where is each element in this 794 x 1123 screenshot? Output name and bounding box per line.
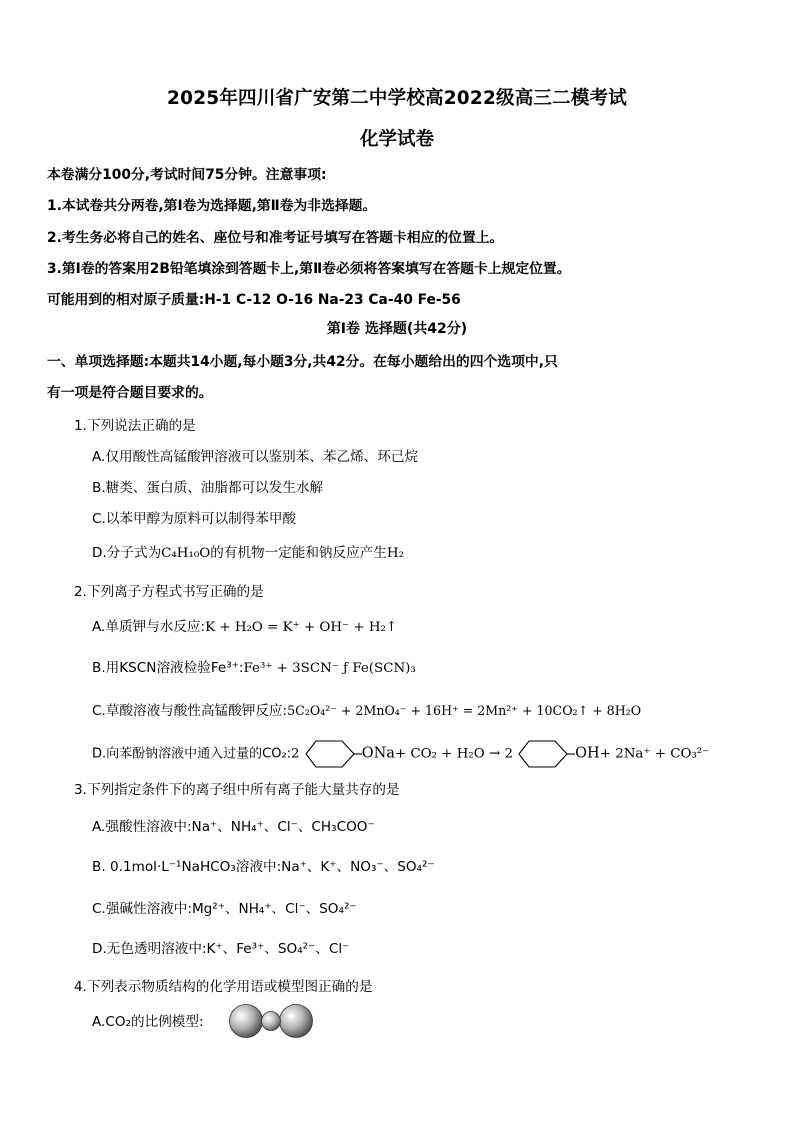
question-2-option-d xyxy=(92,738,709,770)
section-instruction-2: 有一项是符合题目要求的。 xyxy=(47,385,213,401)
question-1-option-a: A.仅用酸性高锰酸钾溶液可以鉴别苯、苯乙烯、环己烷 xyxy=(92,449,419,465)
exam-title: 2025年四川省广安第二中学校高2022级高三二模考试 xyxy=(167,88,627,109)
exam-subtitle: 化学试卷 xyxy=(359,129,434,150)
notice-intro: 本卷满分100分,考试时间75分钟。注意事项: xyxy=(47,167,327,183)
equation-b: Fe³⁺ + 3SCN⁻ ƒ Fe(SCN)₃ xyxy=(243,661,416,676)
option-d-label: D.向苯酚钠溶液中通入过量的CO₂: xyxy=(92,746,292,762)
question-3-option-b: B. 0.1mol·L⁻¹NaHCO₃溶液中:Na⁺、K⁺、NO₃⁻、SO₄²⁻ xyxy=(92,859,435,875)
formula-c4h10o: C₄H₁₀O xyxy=(161,546,211,561)
question-2-stem: 2.下列离子方程式书写正确的是 xyxy=(74,584,264,600)
notice-item-3: 3.第Ⅰ卷的答案用2B铅笔填涂到答题卡上,第Ⅱ卷必须将答案填写在答题卡上规定位置。 xyxy=(47,261,571,277)
phenol-group: OH xyxy=(575,745,600,762)
option-a-label: A.单质钾与水反应: xyxy=(92,619,206,635)
question-2-option-a xyxy=(92,615,397,635)
question-4-option-a: A.CO₂的比例模型: xyxy=(92,1014,204,1030)
equation-a: K + H₂O = K⁺ + OH⁻ + H₂↑ xyxy=(205,620,398,635)
atomic-mass-line: 可能用到的相对原子质量:H-1 C-12 O-16 Na-23 Ca-40 Fe-56 xyxy=(47,292,461,308)
notice-item-1: 1.本试卷共分两卷,第Ⅰ卷为选择题,第Ⅱ卷为非选择题。 xyxy=(47,198,377,214)
benzene-ring-icon xyxy=(304,738,362,770)
question-1-option-c: C.以苯甲醇为原料可以制得苯甲酸 xyxy=(92,511,297,527)
option-b-label: B.用KSCN溶液检验Fe³⁺: xyxy=(92,660,244,676)
equation-d-coefficient: 2 xyxy=(291,746,300,762)
equation-c: 5C₂O₄²⁻ + 2MnO₄⁻ + 16H⁺ = 2Mn²⁺ + 10CO₂↑ + 8H₂O xyxy=(287,703,642,718)
question-2-option-c xyxy=(92,699,641,719)
option-d-prefix: D.分子式为 xyxy=(92,545,162,561)
phenolate-group: ONa xyxy=(361,745,395,762)
co2-space-filling-model-icon xyxy=(228,1002,314,1040)
formula-h2: H₂ xyxy=(386,546,404,561)
question-3-option-a: A.强酸性溶液中:Na⁺、NH₄⁺、Cl⁻、CH₃COO⁻ xyxy=(92,819,375,835)
question-2-option-b xyxy=(92,656,416,676)
question-3-stem: 3.下列指定条件下的离子组中所有离子能大量共存的是 xyxy=(74,782,400,798)
option-c-label: C.草酸溶液与酸性高锰酸钾反应: xyxy=(92,703,288,719)
question-1-option-b: B.糖类、蛋白质、油脂都可以发生水解 xyxy=(92,480,324,496)
question-3-option-c: C.强碱性溶液中:Mg²⁺、NH₄⁺、Cl⁻、SO₄²⁻ xyxy=(92,901,357,917)
section-title: 第Ⅰ卷 选择题(共42分) xyxy=(326,321,468,337)
equation-d-middle: + CO₂ + H₂O → 2 xyxy=(394,746,514,762)
benzene-ring-icon xyxy=(517,738,575,770)
question-3-option-d: D.无色透明溶液中:K⁺、Fe³⁺、SO₄²⁻、Cl⁻ xyxy=(92,941,350,957)
notice-item-2: 2.考生务必将自己的姓名、座位号和准考证号填写在答题卡相应的位置上。 xyxy=(47,230,504,246)
section-instruction-1: 一、单项选择题:本题共14小题,每小题3分,共42分。在每小题给出的四个选项中,只 xyxy=(47,354,558,370)
option-d-middle: 的有机物一定能和钠反应产生 xyxy=(210,545,387,561)
question-1-stem: 1.下列说法正确的是 xyxy=(74,418,196,434)
question-4-stem: 4.下列表示物质结构的化学用语或模型图正确的是 xyxy=(74,979,373,995)
equation-d-end: + 2Na⁺ + CO₃²⁻ xyxy=(599,746,710,762)
question-1-option-d xyxy=(92,541,404,561)
